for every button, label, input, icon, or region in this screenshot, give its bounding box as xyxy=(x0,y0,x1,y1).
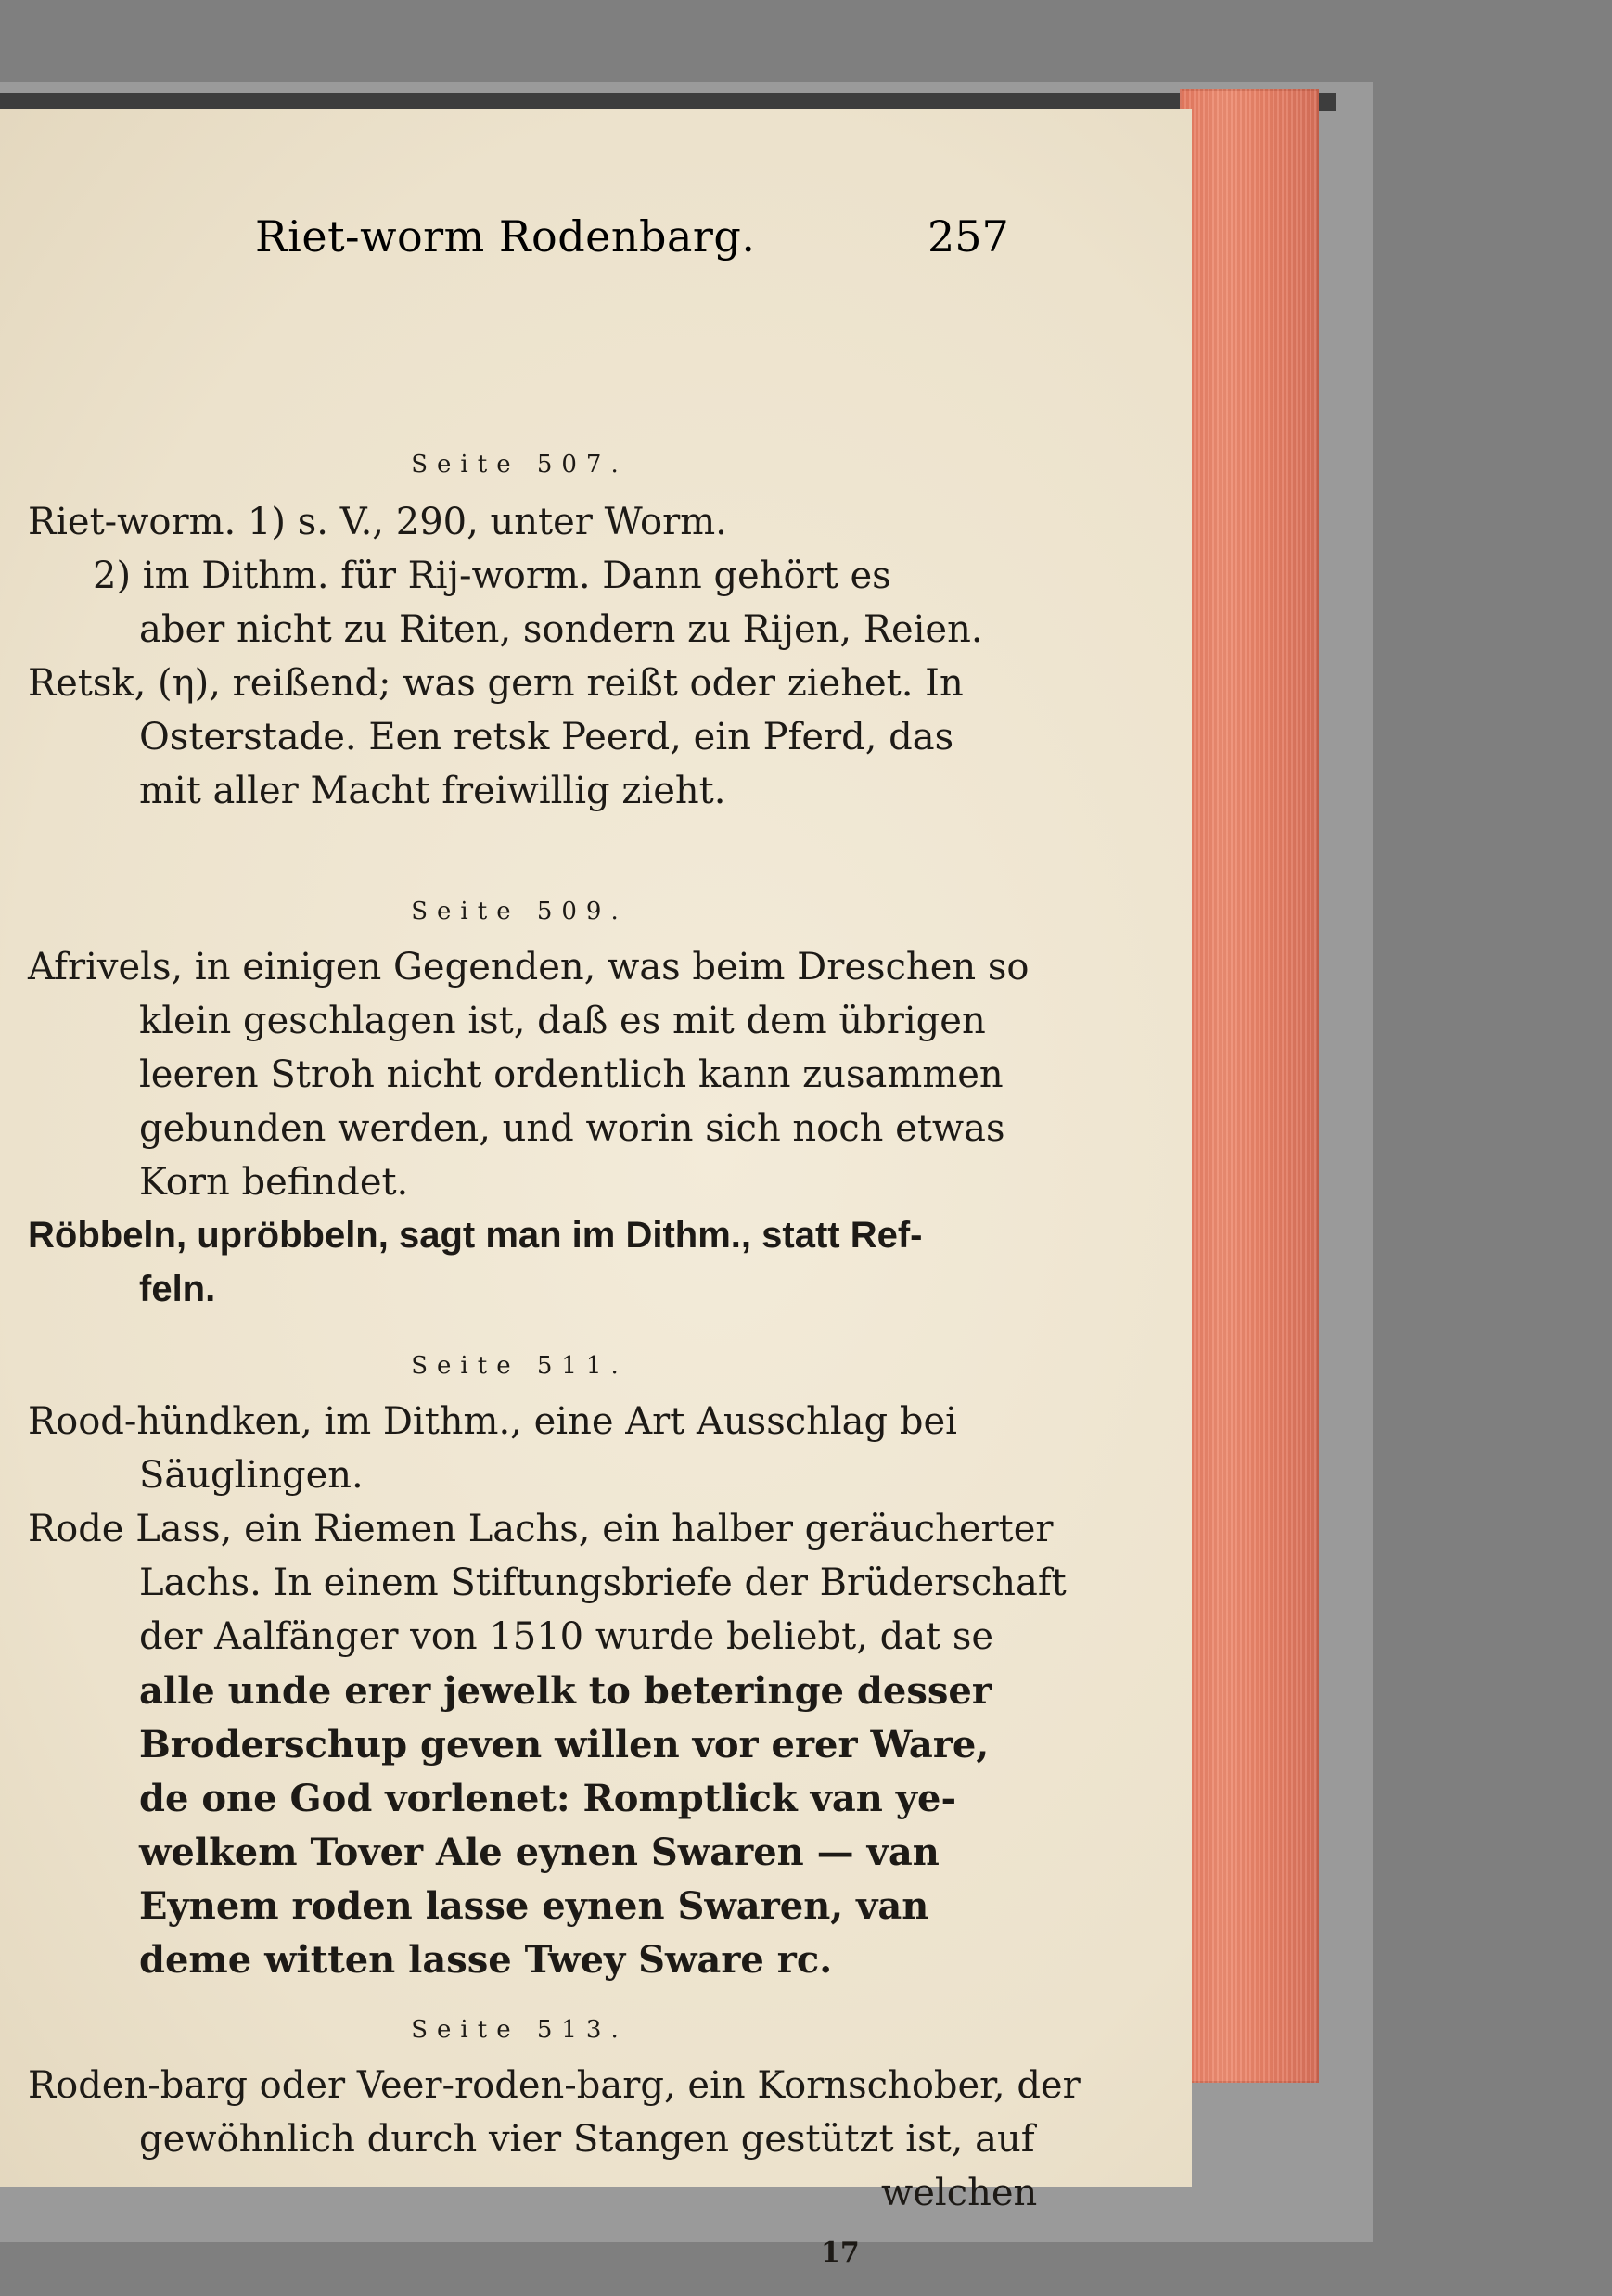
entry-line: Röbbeln, upröbbeln, sagt man im Dithm., statt Ref- xyxy=(28,1215,923,1256)
entry-line: Roden-barg oder Veer-roden-barg, ein Kornschober, der xyxy=(28,2064,1081,2107)
text-line: gebunden werden, und worin sich noch etwas xyxy=(139,1107,1005,1150)
text-line: der Aalfänger von 1510 wurde beliebt, dat se xyxy=(139,1615,994,1658)
entry-line: feln. xyxy=(139,1269,216,1309)
quote-line: de one God vorlenet: Romptlick van ye- xyxy=(139,1777,957,1820)
section-heading: Seite 513. xyxy=(411,2016,628,2044)
text-line: aber nicht zu Riten, sondern zu Rijen, Reien. xyxy=(139,608,983,651)
section-heading: Seite 509. xyxy=(411,898,628,925)
quote-line: Eynem roden lasse eynen Swaren, van xyxy=(139,1884,929,1928)
page-number: 257 xyxy=(928,211,1009,261)
text-line: gewöhnlich durch vier Stangen gestützt ist, auf xyxy=(139,2118,1035,2161)
quote-line: welkem Tover Ale eynen Swaren — van xyxy=(139,1830,940,1874)
text-line: klein geschlagen ist, daß es mit dem übrigen xyxy=(139,1000,986,1042)
text-line: leeren Stroh nicht ordentlich kann zusammen xyxy=(139,1053,1004,1096)
text-line: Afrivels, in einigen Gegenden, was beim Dreschen so xyxy=(28,946,1030,989)
text-line: mit aller Macht freiwillig zieht. xyxy=(139,770,726,812)
entry-line: Rood-hündken, im Dithm., eine Art Ausschlag bei xyxy=(28,1400,957,1443)
text-line: Lachs. In einem Stiftungsbriefe der Brüderschaft xyxy=(139,1562,1067,1604)
quote-line: alle unde erer jewelk to beteringe desser xyxy=(139,1669,992,1713)
catchword: welchen xyxy=(881,2172,1038,2214)
text-line: Retsk, (η), reißend; was gern reißt oder ziehet. In xyxy=(28,662,964,705)
page-edges-texture xyxy=(1180,89,1319,2083)
signature-mark: 17 xyxy=(821,2237,860,2269)
text-line: Osterstade. Een retsk Peerd, ein Pferd, das xyxy=(139,716,954,759)
entry-line: Rode Lass, ein Riemen Lachs, ein halber geräucherter xyxy=(28,1508,1054,1550)
quote-line: Broderschup geven willen vor erer Ware, xyxy=(139,1723,990,1767)
running-head: Riet-worm Rodenbarg. xyxy=(255,211,756,261)
text-line: Korn befindet. xyxy=(139,1161,409,1204)
text-line: Riet-worm. 1) s. V., 290, unter Worm. xyxy=(28,501,727,543)
section-heading: Seite 511. xyxy=(411,1352,628,1380)
quote-line: deme witten lasse Twey Sware rc. xyxy=(139,1938,833,1982)
book-page xyxy=(0,109,1192,2269)
text-line: 2) im Dithm. für Rij-worm. Dann gehört es xyxy=(93,555,891,597)
text-line: Säuglingen. xyxy=(139,1454,364,1497)
book-spine-edge xyxy=(0,93,1336,111)
section-heading: Seite 507. xyxy=(411,451,628,478)
